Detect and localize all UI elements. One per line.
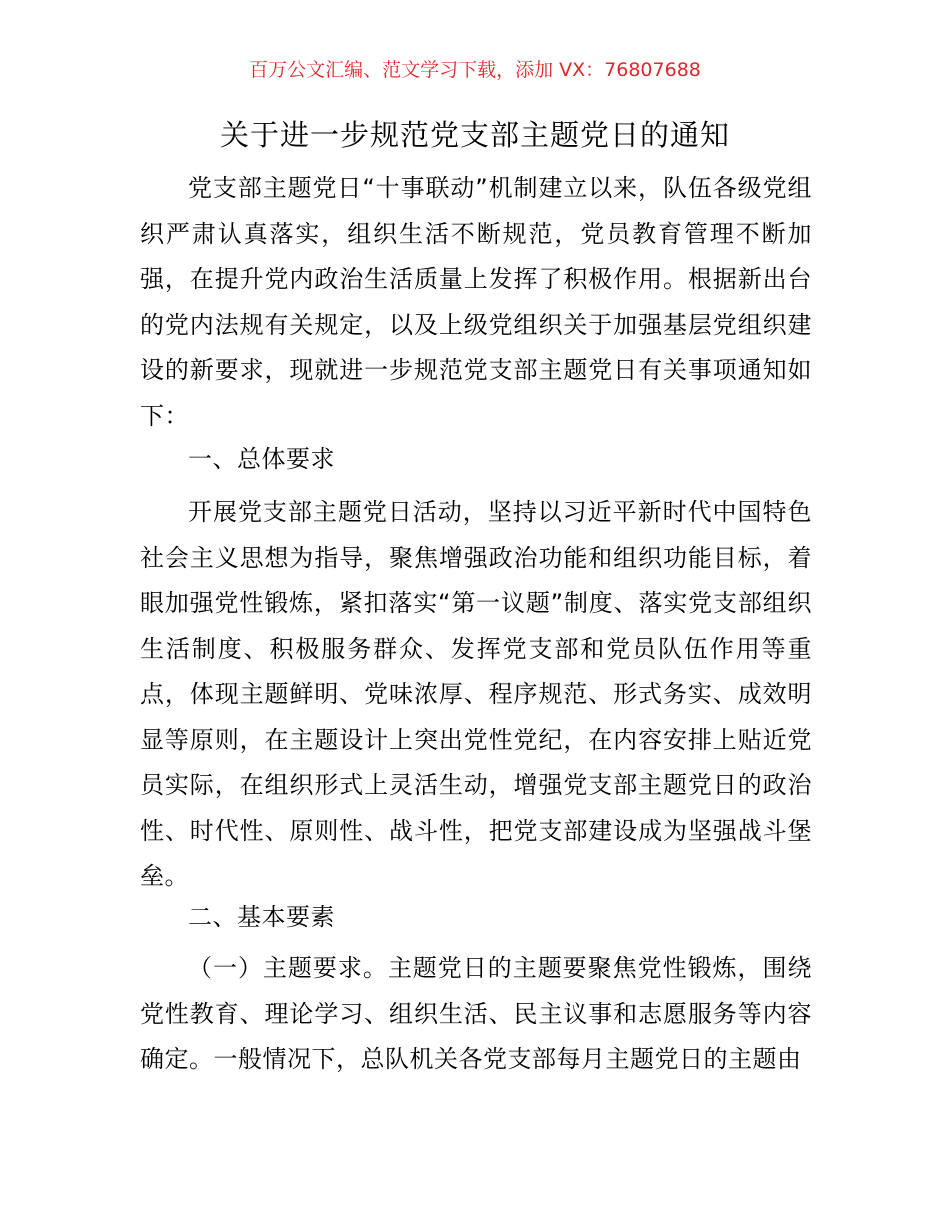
watermark-banner: 百万公文汇编、范文学习下载，添加 VX：76807688: [249, 59, 701, 81]
intro-paragraph: 党支部主题党日“十事联动”机制建立以来，队伍各级党组织严肃认真落实，组织生活不断规范，党员教育管理不断加强，在提升党内政治生活质量上发挥了积极作用。根据新出台的党内法规有关规定，以及上级党组织关于加强基层党组织建设的新要求，现就进一步规范党支部主题党日有关事项通知如下：: [140, 174, 812, 430]
document-title: 关于进一步规范党支部主题党日的通知: [219, 118, 730, 152]
section-paragraph-basic-elements: （一）主题要求。主题党日的主题要聚焦党性锻炼，围绕党性教育、理论学习、组织生活、民主议事和志愿服务等内容确定。一般情况下，总队机关各党支部每月主题党日的主题由: [140, 954, 812, 1073]
section-heading-basic-elements: 二、基本要素: [188, 903, 335, 931]
section-heading-general-requirements: 一、总体要求: [188, 445, 335, 473]
section-paragraph-general-requirements: 开展党支部主题党日活动，坚持以习近平新时代中国特色社会主义思想为指导，聚焦增强政治功能和组织功能目标，着眼加强党性锻炼，紧扣落实“第一议题”制度、落实党支部组织生活制度、积极服务群众、发挥党支部和党员队伍作用等重点，体现主题鲜明、党味浓厚、程序规范、形式务实、成效明显等原则，在主题设计上突出党性党纪，在内容安排上贴近党员实际，在组织形式上灵活生动，增强党支部主题党日的政治性、时代性、原则性、战斗性，把党支部建设成为坚强战斗堡垒。: [140, 498, 812, 890]
